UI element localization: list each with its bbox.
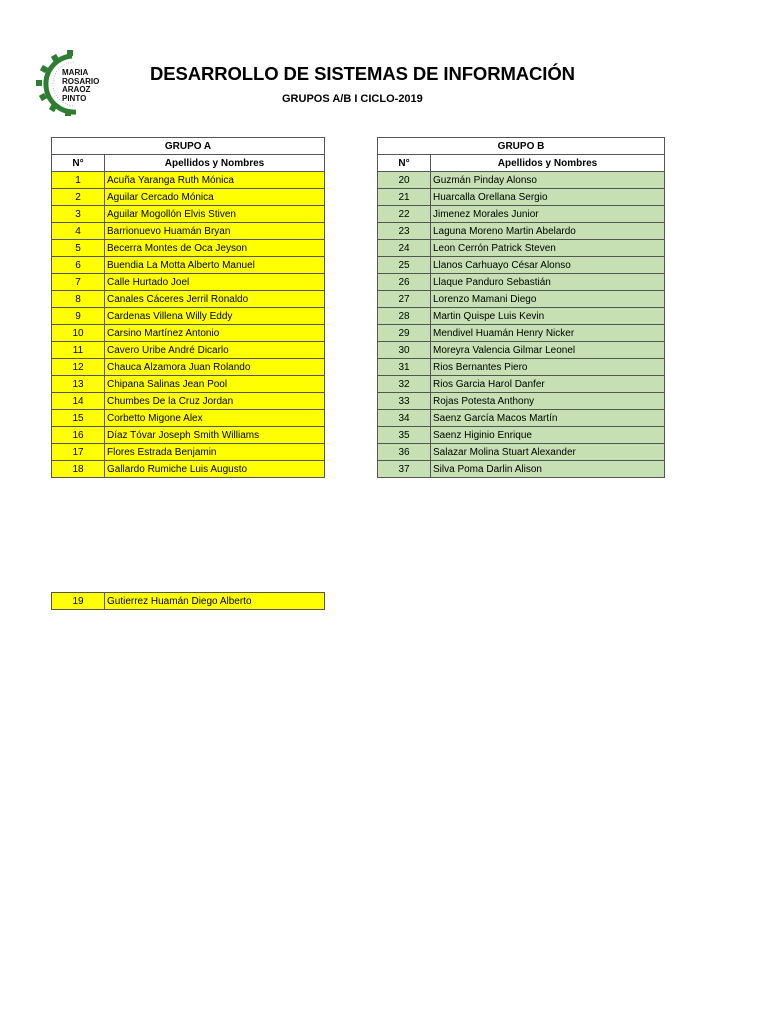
table-row — [52, 359, 325, 376]
student-name: Corbetto Migone Alex — [105, 410, 325, 427]
student-name: Aguilar Cercado Mónica — [105, 189, 325, 206]
student-number: 14 — [52, 393, 105, 410]
student-name: Carsino Martínez Antonio — [105, 325, 325, 342]
table-row — [378, 206, 665, 223]
student-number: 3 — [52, 206, 105, 223]
column-header-number: N° — [378, 155, 431, 172]
student-number: 5 — [52, 240, 105, 257]
student-number: 12 — [52, 359, 105, 376]
column-header-name: Apellidos y Nombres — [105, 155, 325, 172]
student-name: Cardenas Villena Willy Eddy — [105, 308, 325, 325]
student-name: Gutierrez Huamán Diego Alberto — [105, 593, 325, 610]
page-title: DESARROLLO DE SISTEMAS DE INFORMACIÓN — [150, 63, 575, 84]
logo-text: MARIA ROSARIO ARAOZ PINTO — [62, 68, 100, 103]
student-number: 2 — [52, 189, 105, 206]
table-row — [378, 308, 665, 325]
table-row — [52, 240, 325, 257]
student-number: 29 — [378, 325, 431, 342]
student-number: 1 — [52, 172, 105, 189]
student-name: Leon Cerrón Patrick Steven — [431, 240, 665, 257]
student-number: 31 — [378, 359, 431, 376]
table-row — [52, 206, 325, 223]
student-number: 24 — [378, 240, 431, 257]
student-name: Llanos Carhuayo César Alonso — [431, 257, 665, 274]
student-name: Canales Cáceres Jerril Ronaldo — [105, 291, 325, 308]
table-row — [378, 376, 665, 393]
student-number: 27 — [378, 291, 431, 308]
student-name: Silva Poma Darlin Alison — [431, 461, 665, 478]
student-name: Rios Garcia Harol Danfer — [431, 376, 665, 393]
student-name: Cavero Uribe André Dicarlo — [105, 342, 325, 359]
table-row — [378, 172, 665, 189]
table-row — [52, 376, 325, 393]
student-number: 19 — [52, 593, 105, 610]
extra-student-table — [51, 592, 325, 610]
student-name: Buendia La Motta Alberto Manuel — [105, 257, 325, 274]
student-name: Moreyra Valencia Gilmar Leonel — [431, 342, 665, 359]
student-name: Jimenez Morales Junior — [431, 206, 665, 223]
student-number: 15 — [52, 410, 105, 427]
student-number: 35 — [378, 427, 431, 444]
student-number: 16 — [52, 427, 105, 444]
student-number: 10 — [52, 325, 105, 342]
group-b-table — [377, 137, 665, 478]
student-number: 7 — [52, 274, 105, 291]
student-number: 30 — [378, 342, 431, 359]
table-row — [378, 461, 665, 478]
table-row — [378, 444, 665, 461]
table-row — [52, 593, 325, 610]
table-row — [52, 189, 325, 206]
student-name: Chipana Salinas Jean Pool — [105, 376, 325, 393]
table-row — [378, 325, 665, 342]
table-row — [52, 427, 325, 444]
table-row — [378, 240, 665, 257]
table-row — [378, 393, 665, 410]
student-name: Laguna Moreno Martin Abelardo — [431, 223, 665, 240]
table-row — [378, 359, 665, 376]
student-name: Martin Quispe Luis Kevin — [431, 308, 665, 325]
student-number: 18 — [52, 461, 105, 478]
student-number: 20 — [378, 172, 431, 189]
student-name: Aguilar Mogollón Elvis Stiven — [105, 206, 325, 223]
student-number: 23 — [378, 223, 431, 240]
student-name: Rojas Potesta Anthony — [431, 393, 665, 410]
student-number: 33 — [378, 393, 431, 410]
table-row — [52, 257, 325, 274]
table-row — [52, 325, 325, 342]
table-row — [52, 444, 325, 461]
table-row — [52, 410, 325, 427]
table-row — [52, 274, 325, 291]
student-name: Huarcalla Orellana Sergio — [431, 189, 665, 206]
table-row — [52, 461, 325, 478]
group-b-header: GRUPO B — [378, 138, 665, 155]
group-a-header: GRUPO A — [52, 138, 325, 155]
student-number: 32 — [378, 376, 431, 393]
student-number: 37 — [378, 461, 431, 478]
student-name: Saenz Higinio Enrique — [431, 427, 665, 444]
table-row — [378, 410, 665, 427]
student-number: 26 — [378, 274, 431, 291]
student-number: 17 — [52, 444, 105, 461]
table-row — [52, 342, 325, 359]
student-name: Saenz García Macos Martín — [431, 410, 665, 427]
student-name: Becerra Montes de Oca Jeyson — [105, 240, 325, 257]
table-row — [52, 308, 325, 325]
student-name: Gallardo Rumiche Luis Augusto — [105, 461, 325, 478]
student-name: Calle Hurtado Joel — [105, 274, 325, 291]
column-header-number: N° — [52, 155, 105, 172]
table-row — [52, 393, 325, 410]
group-a-table — [51, 137, 325, 478]
student-name: Salazar Molina Stuart Alexander — [431, 444, 665, 461]
table-row — [52, 291, 325, 308]
student-name: Guzmán Pinday Alonso — [431, 172, 665, 189]
student-name: Díaz Tóvar Joseph Smith Williams — [105, 427, 325, 444]
table-row — [378, 274, 665, 291]
table-row — [52, 223, 325, 240]
student-number: 21 — [378, 189, 431, 206]
student-name: Acuña Yaranga Ruth Mónica — [105, 172, 325, 189]
student-name: Rios Bernantes Piero — [431, 359, 665, 376]
student-number: 6 — [52, 257, 105, 274]
student-number: 28 — [378, 308, 431, 325]
table-row — [378, 291, 665, 308]
student-name: Flores Estrada Benjamin — [105, 444, 325, 461]
student-number: 34 — [378, 410, 431, 427]
student-number: 9 — [52, 308, 105, 325]
table-row — [378, 189, 665, 206]
student-name: Llaque Panduro Sebastián — [431, 274, 665, 291]
student-number: 4 — [52, 223, 105, 240]
student-number: 11 — [52, 342, 105, 359]
student-number: 8 — [52, 291, 105, 308]
table-row — [378, 342, 665, 359]
student-number: 36 — [378, 444, 431, 461]
student-name: Lorenzo Mamani Diego — [431, 291, 665, 308]
table-row — [378, 427, 665, 444]
student-name: Chumbes De la Cruz Jordan — [105, 393, 325, 410]
student-name: Barrionuevo Huamán Bryan — [105, 223, 325, 240]
page-subtitle: GRUPOS A/B I CICLO-2019 — [282, 93, 423, 105]
table-row — [52, 172, 325, 189]
student-number: 13 — [52, 376, 105, 393]
column-header-name: Apellidos y Nombres — [431, 155, 665, 172]
student-number: 25 — [378, 257, 431, 274]
student-name: Mendivel Huamán Henry Nicker — [431, 325, 665, 342]
table-row — [378, 257, 665, 274]
student-number: 22 — [378, 206, 431, 223]
table-row — [378, 223, 665, 240]
student-name: Chauca Alzamora Juan Rolando — [105, 359, 325, 376]
